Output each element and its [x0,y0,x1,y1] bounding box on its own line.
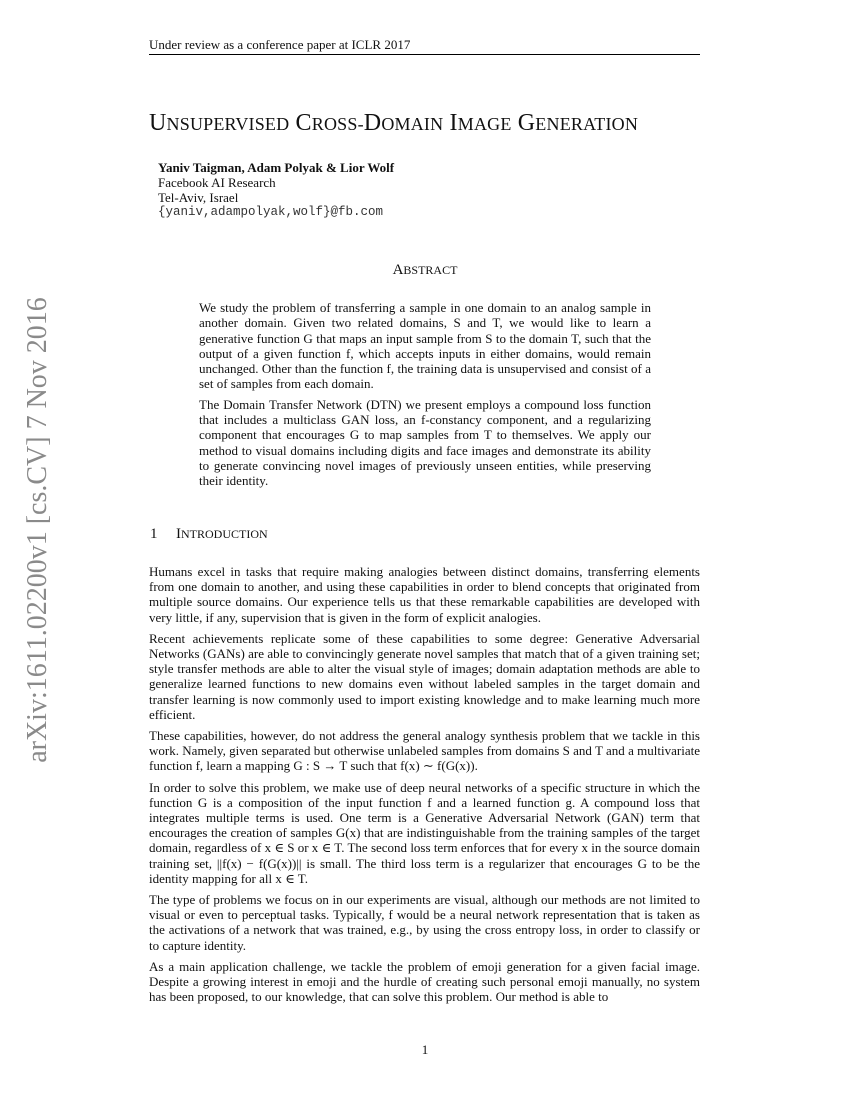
title-word-1-rest: NSUPERVISED [166,114,290,134]
abstract-heading-rest: BSTRACT [403,263,458,277]
running-header: Under review as a conference paper at ICLR 2017 [149,37,700,55]
abstract-heading [0,262,850,279]
title-word-5-rest: ENERATION [535,114,639,134]
title-word-1-initial: U [149,110,167,136]
title-word-3-rest: OMAIN [381,114,444,134]
title-word-5-initial: G [517,110,536,136]
abstract-paragraph-1: We study the problem of transferring a sample in one domain to an analog sample in another domain. Given two related domains, S and T, we would like to learn a generative function G that maps an input sample from S to the domain T, such that the output of a given function f, which accepts inputs in either domains, would remain unchanged. Other than the function f, the training data is unsupervised and consist of a set of samples from each domain. [199,300,651,392]
author-affiliation: Facebook AI Research [158,175,276,190]
intro-paragraph-5: The type of problems we focus on in our experiments are visual, although our methods are not limited to visual or even to perceptual tasks. Typically, f would be a neural network representation that is taken as the activations of a network that was trained, e.g., by using the cross entropy loss, in order to classify or to capture identity. [149,892,700,953]
title-word-4-rest: MAGE [457,114,512,134]
title-hyphen: - [357,114,364,134]
abstract-body [199,300,651,494]
intro-paragraph-2: Recent achievements replicate some of these capabilities to some degree: Generative Adversarial Networks (GANs) are able to convincingly generate novel samples that match that of a given training set; style transfer methods are able to alter the visual style of images; domain adaptation methods are able to generalize learned functions to new domains even without labeled samples in the target domain and transfer learning is now commonly used to import existing knowledge and to make learning much more efficient. [149,630,700,722]
author-location: Tel-Aviv, Israel [158,190,239,205]
intro-paragraph-6: As a main application challenge, we tackle the problem of emoji generation for a given facial image. Despite a growing interest in emoji and the hurdle of creating such personal emoji manually, no system has been proposed, to our knowledge, that can solve this problem. Our method is able to [149,958,700,1005]
title-word-2-rest: ROSS [311,114,358,134]
abstract-heading-initial: A [392,262,404,278]
intro-paragraph-4: In order to solve this problem, we make use of deep neural networks of a specific structure in which the function G is a composition of the input function f and a learned function g. A compound loss that integrates multiple terms is used. One term is a Generative Adversarial Network (GAN) term that encourages the creation of samples G(x) that are indistinguishable from the training samples of the target domain, regardless of x ∈ S or x ∈ T. The second loss term enforces that for every x in the source domain training set, ||f(x) − f(G(x))|| is small. The third loss term is a regularizer that encourages G to be the identity mapping for all x ∈ T. [149,779,700,886]
arxiv-side-stamp: arXiv:1611.02200v1 [cs.CV] 7 Nov 2016 [22,297,53,763]
title-word-2-initial: C [295,110,312,136]
abstract-paragraph-2: The Domain Transfer Network (DTN) we present employs a compound loss function that includes a multiclass GAN loss, an f-constancy component, and a regularizing component that encourages G to map samples from T to themselves. We apply our method to visual domains including digits and face images and demonstrate its ability to generate convincing novel images of previously unseen entities, while preserving their identity. [199,396,651,489]
page-number: 1 [421,1042,429,1057]
author-names: Yaniv Taigman, Adam Polyak & Lior Wolf [158,160,395,175]
section-title-initial: I [176,526,181,542]
introduction-body [149,564,700,1010]
section-number: 1 [150,526,158,542]
author-block [158,160,394,220]
section-title-rest: NTRODUCTION [181,527,268,541]
intro-paragraph-1: Humans excel in tasks that require making analogies between distinct domains, transferring elements from one domain to another, and using these capabilities in order to blend concepts that originated from multiple source domains. Our experience tells us that these remarkable capabilities are developed with very little, if any, supervision that is given in the form of explicit analogies. [149,564,700,625]
title-word-4-initial: I [449,110,458,136]
author-email: {yaniv,adampolyak,wolf}@fb.com [158,205,384,219]
title-word-3-initial: D [363,110,382,136]
intro-paragraph-3: These capabilities, however, do not address the general analogy synthesis problem that we tackle in this work. Namely, given separated but otherwise unlabeled samples from domains S and T and a multivariate function f, learn a mapping G : S → T such that f(x) ∼ f(G(x)). [149,728,700,774]
section-heading-introduction [150,526,268,543]
paper-title [149,108,709,139]
